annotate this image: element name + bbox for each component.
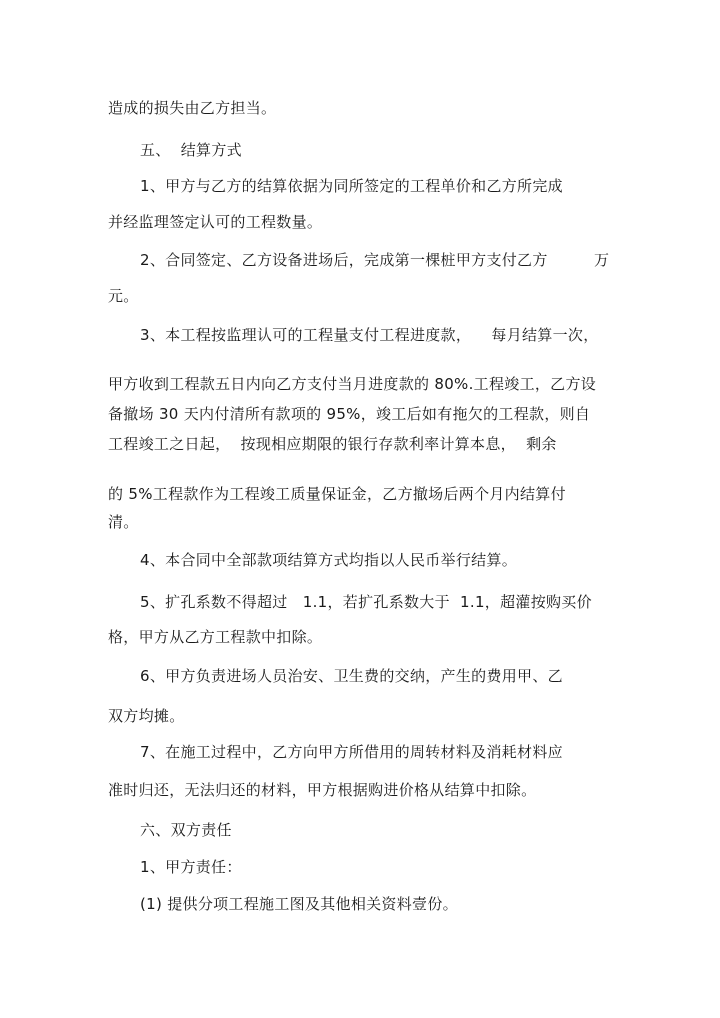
text-line: 万: [594, 251, 610, 269]
section-heading: 六、双方责任: [140, 821, 232, 839]
text-line: 双方均摊。: [108, 707, 185, 725]
text-line: 并经监理签定认可的工程数量。: [108, 213, 323, 231]
text-line: 备撤场 30 天内付清所有款项的 95%，竣工后如有拖欠的工程款，则自: [108, 405, 591, 423]
text-line: 造成的损失由乙方担当。: [108, 99, 277, 117]
section-heading: 五、 结算方式: [140, 141, 242, 159]
text-line: 2、合同签定、乙方设备进场后，完成第一棵桩甲方支付乙方: [140, 251, 548, 269]
text-line: 甲方收到工程款五日内向乙方支付当月进度款的 80%.工程竣工，乙方设: [108, 375, 597, 393]
text-line: 7、在施工过程中，乙方向甲方所借用的周转材料及消耗材料应: [140, 743, 563, 761]
text-line: 准时归还，无法归还的材料，甲方根据购进价格从结算中扣除。: [108, 781, 537, 799]
text-line: (1) 提供分项工程施工图及其他相关资料壹份。: [140, 895, 458, 913]
text-line: 的 5%工程款作为工程竣工质量保证金，乙方撤场后两个月内结算付: [108, 485, 566, 503]
text-line: 5、扩孔系数不得超过 1.1，若扩孔系数大于 1.1，超灌按购买价: [140, 593, 592, 611]
text-line: 1、甲方责任：: [140, 858, 242, 876]
text-line: 1、甲方与乙方的结算依据为同所签定的工程单价和乙方所完成: [140, 177, 563, 195]
text-line: 工程竣工之日起， 按现相应期限的银行存款利率计算本息， 剩余: [108, 435, 557, 453]
text-line: 格，甲方从乙方工程款中扣除。: [108, 628, 323, 646]
text-line: 4、本合同中全部款项结算方式均指以人民币举行结算。: [140, 551, 518, 569]
text-line: 3、本工程按监理认可的工程量支付工程进度款， 每月结算一次，: [140, 326, 599, 344]
text-line: 清。: [108, 513, 139, 531]
text-line: 元。: [108, 287, 139, 305]
text-line: 6、甲方负责进场人员治安、卫生费的交纳，产生的费用甲、乙: [140, 667, 563, 685]
